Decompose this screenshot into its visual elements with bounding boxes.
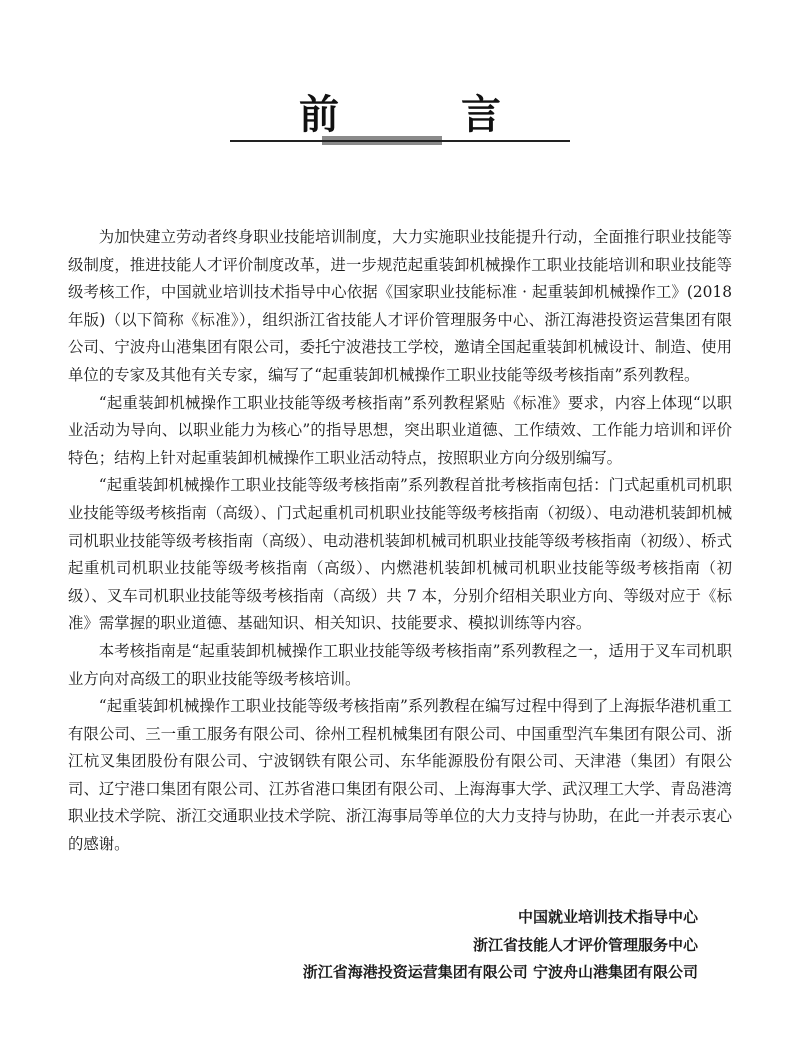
paragraph-4: 本考核指南是“起重装卸机械操作工职业技能等级考核指南”系列教程之一，适用于叉车司机职业方向对高级工的职业技能等级考核培训。 bbox=[68, 641, 732, 688]
paragraph-2: “起重装卸机械操作工职业技能等级考核指南”系列教程紧贴《标准》要求，内容上体现“以职业活动为导向、以职业能力为核心”的指导思想，突出职业道德、工作绩效、工作能力培训和评价特色；结构上针对起重装卸机械操作工职业活动特点，按照职业方向分级别编写。 bbox=[68, 393, 732, 467]
preface-body bbox=[68, 224, 732, 859]
page-title: 前 言 bbox=[299, 92, 555, 138]
signature-line-3: 浙江省海港投资运营集团有限公司 宁波舟山港集团有限公司 bbox=[302, 963, 698, 981]
signature-block bbox=[303, 904, 698, 987]
paragraph-3: “起重装卸机械操作工职业技能等级考核指南”系列教程首批考核指南包括：门式起重机司机职业技能等级考核指南（高级）、门式起重机司机职业技能等级考核指南（初级）、电动港机装卸机械司机职业技能等级考核指南（高级）、电动港机装卸机械司机职业技能等级考核指南（初级）、桥式起重机司机职业技能等级考核指南（高级）、内燃港机装卸机械司机职业技能等级考核指南（初级）、叉车司机职业技能等级考核指南（高级）共 7 本，分别介绍相关职业方向、等级对应于《标准》需掌握的职业道德、基础知识、相关知识、技能要求、模拟训练等内容。 bbox=[68, 476, 732, 633]
paragraph-1: 为加快建立劳动者终身职业技能培训制度，大力实施职业技能提升行动，全面推行职业技能等级制度，推进技能人才评价制度改革，进一步规范起重装卸机械操作工职业技能培训和职业技能等级考核工作，中国就业培训技术指导中心依据《国家职业技能标准 · 起重装卸机械操作工》(2018 年版)（以下简称《标准》），组织浙江省技能人才评价管理服务中心、浙江海港投资运营集团有限公司、宁波舟山港集团有限公司，委托宁波港技工学校，邀请全国起重装卸机械设计、制造、使用单位的专家及其他有关专家，编写了“起重装卸机械操作工职业技能等级考核指南”系列教程。 bbox=[68, 228, 732, 384]
paragraph-5: “起重装卸机械操作工职业技能等级考核指南”系列教程在编写过程中得到了上海振华港机重工有限公司、三一重工服务有限公司、徐州工程机械集团有限公司、中国重型汽车集团有限公司、浙江杭叉集团股份有限公司、宁波钢铁有限公司、东华能源股份有限公司、天津港（集团）有限公司、辽宁港口集团有限公司、江苏省港口集团有限公司、上海海事大学、武汉理工大学、青岛港湾职业技术学院、浙江交通职业技术学院、浙江海事局等单位的大力支持与协助，在此一并表示衷心的感谢。 bbox=[68, 697, 732, 854]
title-underline bbox=[230, 140, 570, 142]
signature-line-2: 浙江省技能人才评价管理服务中心 bbox=[472, 935, 698, 954]
signature-line-1: 中国就业培训技术指导中心 bbox=[517, 908, 698, 926]
title-block bbox=[230, 92, 570, 148]
